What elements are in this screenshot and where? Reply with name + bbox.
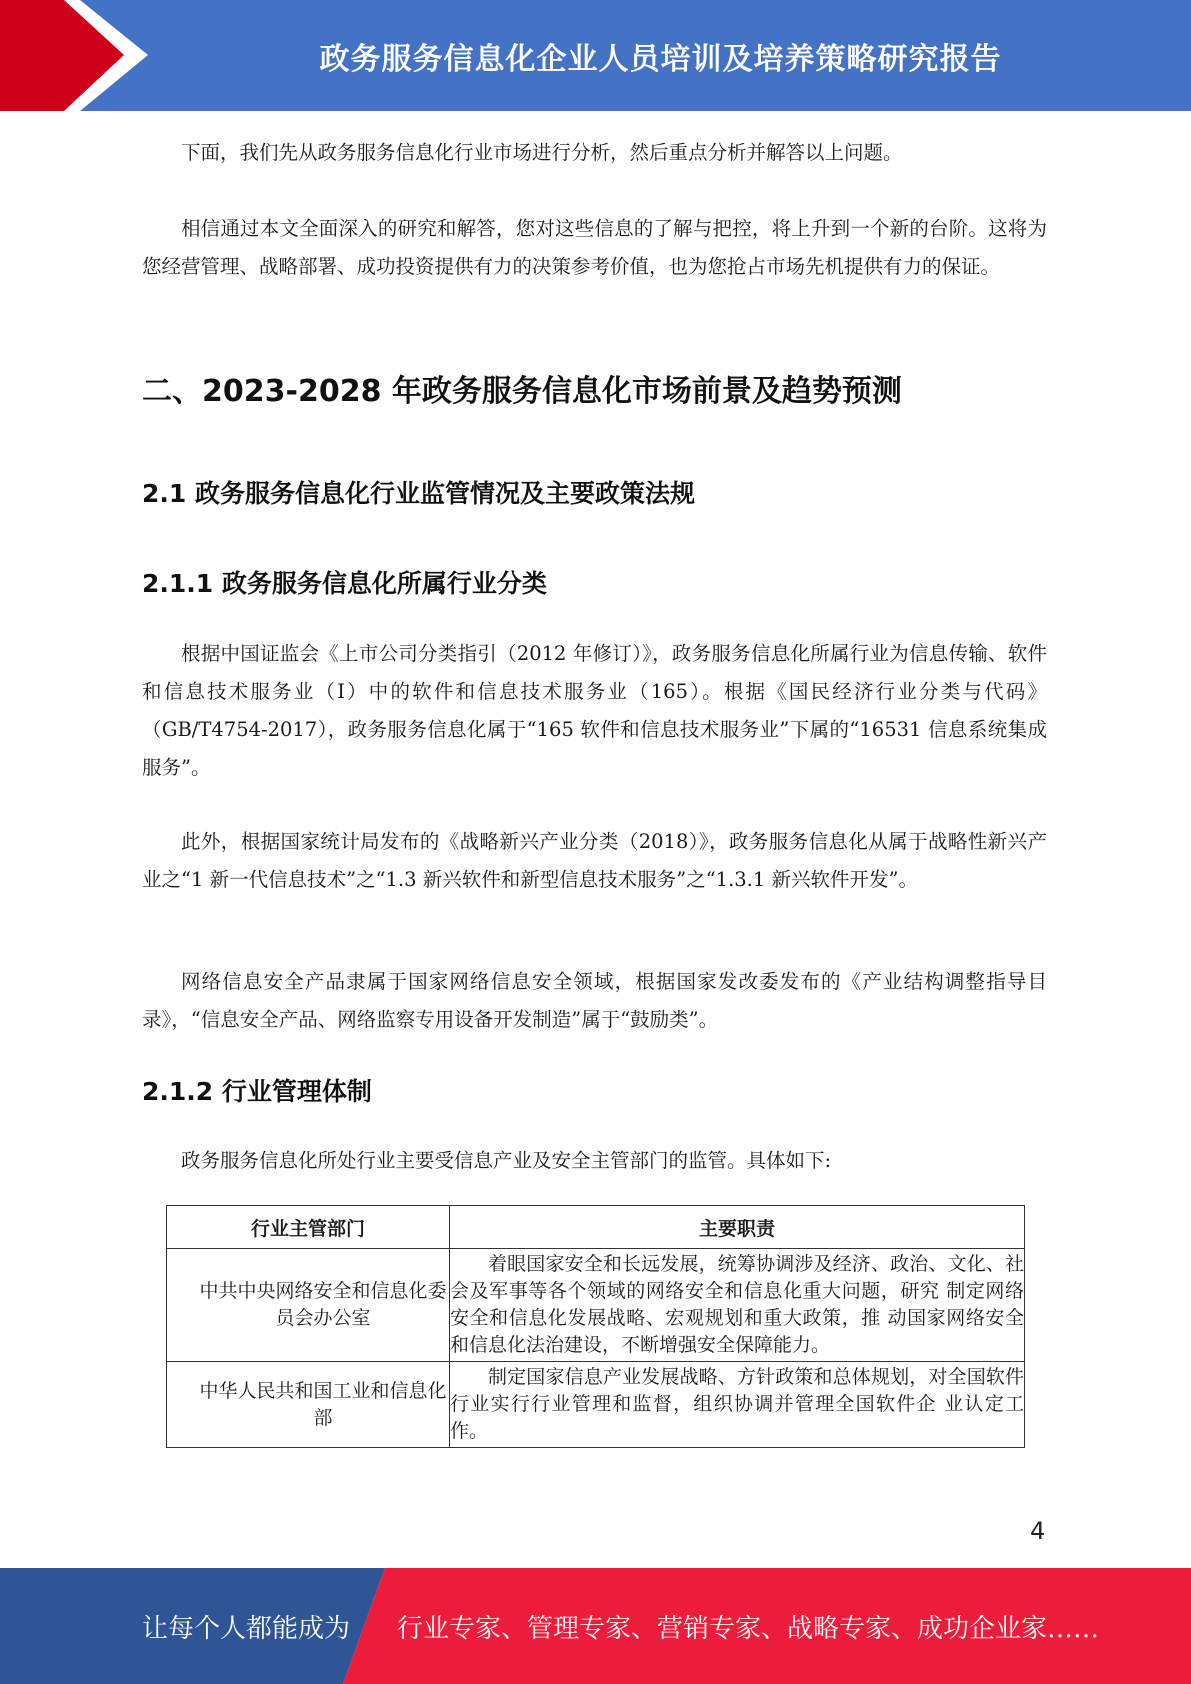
table-cell-dept: 中华人民共和国工业和信息化部 xyxy=(167,1362,450,1448)
intro-paragraph: 相信通过本文全面深入的研究和解答，您对这些信息的了解与把控，将上升到一个新的台阶。这将为您经营管理、战略部署、成功投资提供有力的决策参考价值，也为您抢占市场先机提供有力的保证。 xyxy=(142,217,1047,278)
page-header xyxy=(0,0,1191,111)
subsubsection-title-2: 2.1.2 行业管理体制 xyxy=(142,1077,372,1106)
page-number: 4 xyxy=(1030,1517,1046,1545)
header-title: 政务服务信息化企业人员培训及培养策略研究报告 xyxy=(319,41,1002,77)
classification-paragraph-2-container xyxy=(142,823,1047,899)
subsubsection-title-1: 2.1.1 政务服务信息化所属行业分类 xyxy=(142,569,547,598)
classification-paragraph: 此外，根据国家统计局发布的《战略新兴产业分类（2018）》，政务服务信息化从属于战略性新兴产业之“1 新一代信息技术”之“1.3 新兴软件和新型信息技术服务”之“1.3.1 新兴软件开发”。 xyxy=(142,830,1047,891)
subsection-title: 2.1 政务服务信息化行业监管情况及主要政策法规 xyxy=(142,479,695,508)
table-cell-duty: 制定国家信息产业发展战略、方针政策和总体规划，对全国软件行业实行行业管理和监督，组织协调并管理全国软件企 业认定工作。 xyxy=(450,1362,1025,1448)
table-header-dept: 行业主管部门 xyxy=(167,1206,450,1249)
table-cell-dept: 中共中央网络安全和信息化委员会办公室 xyxy=(167,1249,450,1362)
footer-slogan-left: 让每个人都能成为 xyxy=(142,1613,351,1644)
management-intro: 政务服务信息化所处行业主要受信息产业及安全主管部门的监管。具体如下: xyxy=(181,1149,832,1172)
table-header-duty: 主要职责 xyxy=(450,1206,1025,1249)
intro-paragraph: 下面，我们先从政务服务信息化行业市场进行分析，然后重点分析并解答以上问题。 xyxy=(181,141,903,164)
footer-slogan-right: 行业专家、管理专家、营销专家、战略专家、成功企业家…… xyxy=(397,1613,1100,1644)
classification-paragraph: 网络信息安全产品隶属于国家网络信息安全领域，根据国家发改委发布的《产业结构调整指导目录》，“信息安全产品、网络监察专用设备开发制造”属于“鼓励类”。 xyxy=(142,970,1047,1031)
table-row xyxy=(167,1362,1025,1448)
table-cell-duty: 着眼国家安全和长远发展，统筹协调涉及经济、政治、文化、社会及军事等各个领域的网络安全和信息化重大问题，研究 制定网络安全和信息化发展战略、宏观规划和重大政策，推 动国家网络安全和信息化法治建设，不断增强安全保障能力。 xyxy=(450,1249,1025,1362)
table-header-row xyxy=(167,1206,1025,1249)
intro-paragraph-1-container xyxy=(142,134,1047,172)
intro-paragraph-2-container xyxy=(142,210,1047,286)
section-title: 二、2023-2028 年政务服务信息化市场前景及趋势预测 xyxy=(142,374,902,409)
page-footer xyxy=(0,1568,1191,1684)
classification-paragraph-3-container xyxy=(142,963,1047,1039)
management-intro-container xyxy=(142,1142,1047,1180)
regulator-table xyxy=(166,1205,1025,1448)
classification-paragraph: 根据中国证监会《上市公司分类指引（2012 年修订）》，政务服务信息化所属行业为信息传输、软件和信息技术服务业（I）中的软件和信息技术服务业（165）。根据《国民经济行业分类与代码》（GB/T4754-2017），政务服务信息化属于“165 软件和信息技术服务业”下属的“16531 信息系统集成服务”。 xyxy=(142,642,1047,779)
table-row xyxy=(167,1249,1025,1362)
classification-paragraph-1-container xyxy=(142,635,1047,787)
